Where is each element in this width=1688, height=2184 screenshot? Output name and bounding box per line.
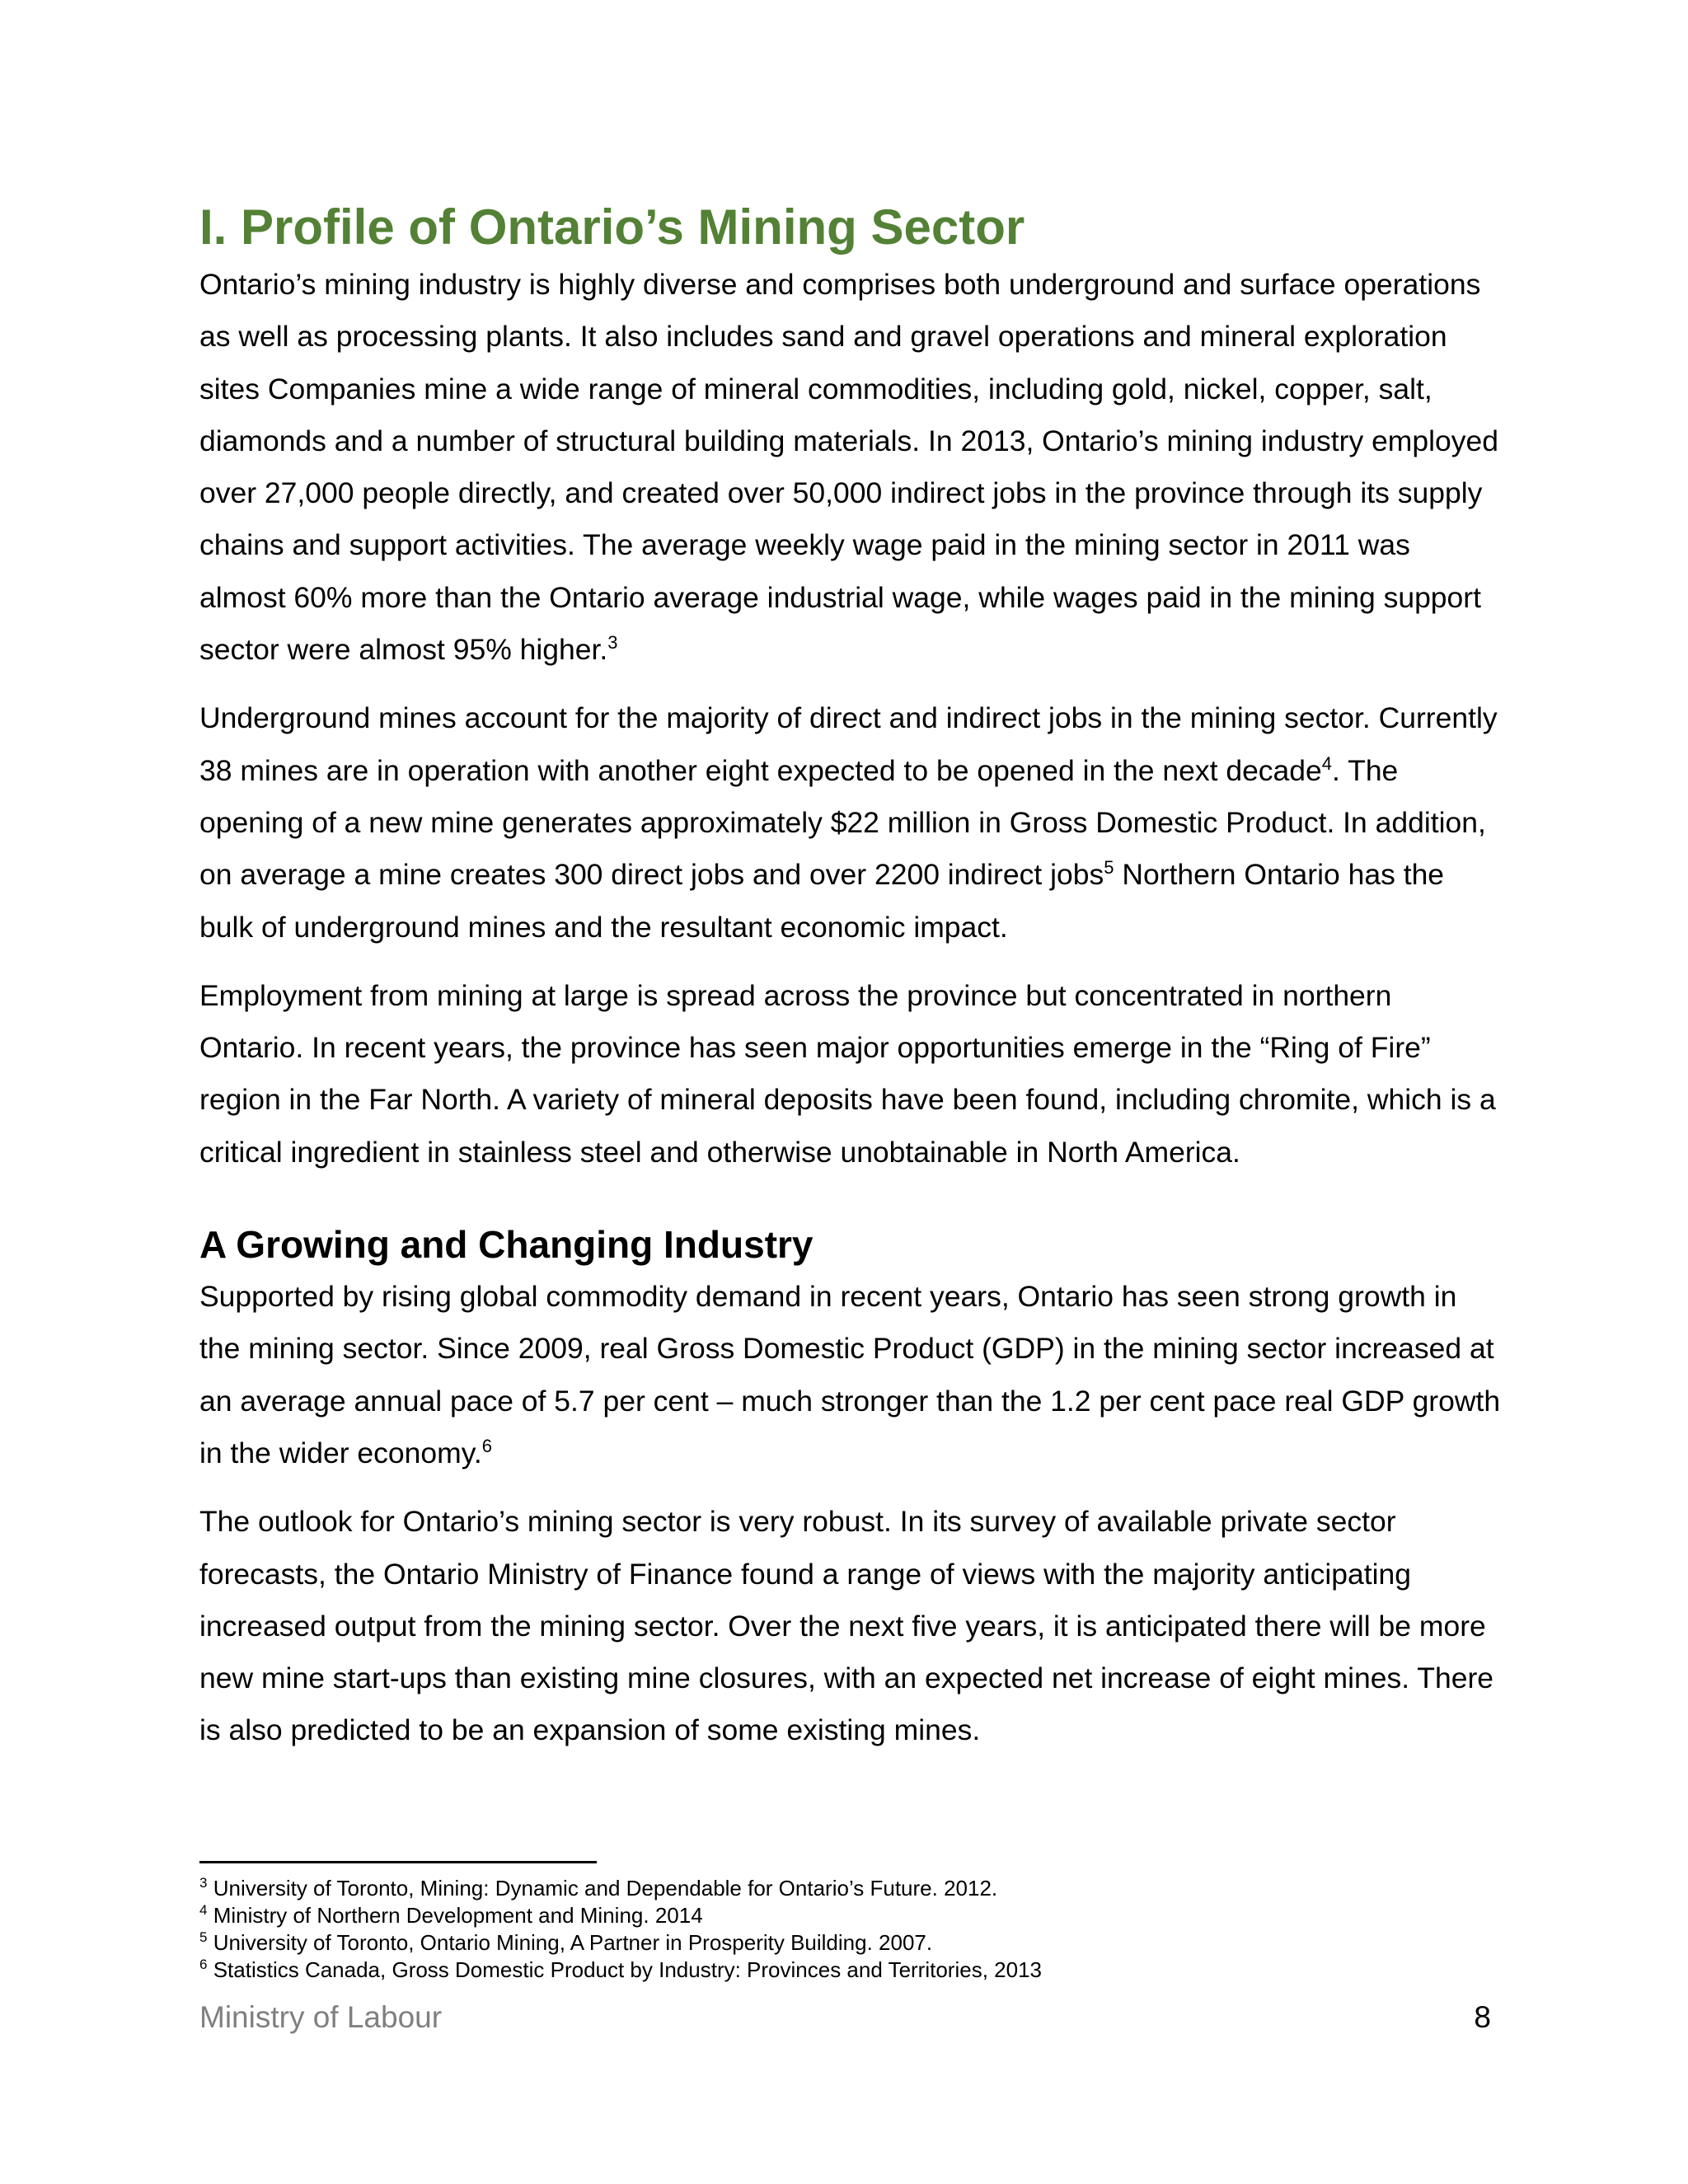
paragraph-employment: Employment from mining at large is spread across the province but concentrated in northern Ontario. In recent years, the province has seen major opportunities emerge in the “Ring of Fire” region in the Far North. A variety of mineral deposits have been found, including chromite, which is a critical ingredient in stainless steel and otherwise unobtainable in North America. bbox=[199, 978, 1496, 1169]
footnote-number: 5 bbox=[199, 1929, 208, 1945]
footnote-number: 3 bbox=[199, 1875, 208, 1891]
paragraph-text: Underground mines account for the majority of direct and indirect jobs in the mining sector. Currently 38 mines are in operation with another eight expected to be opened in the next decade bbox=[199, 701, 1498, 787]
paragraph-text: Ontario’s mining industry is highly diverse and comprises both underground and surface operations as well as processing plants. It also includes sand and gravel operations and mineral exploration sites Companies mine a wide range of mineral commodities, including gold, nickel, copper, salt, diamonds and a number of structural building materials. In 2013, Ontario’s mining industry employed over 27,000 people directly, and created over 50,000 indirect jobs in the province through its supply chains and support activities. The average weekly wage paid in the mining sector in 2011 was almost 60% more than the Ontario average industrial wage, while wages paid in the mining support sector were almost 95% higher. bbox=[199, 268, 1498, 667]
footnote-text: University of Toronto, Ontario Mining, A Partner in Prosperity Building. 2007. bbox=[207, 1930, 933, 1955]
footnote-ref-4: 4 bbox=[1321, 752, 1333, 774]
footnote-text: Ministry of Northern Development and Mining. 2014 bbox=[207, 1903, 703, 1928]
page-content bbox=[199, 196, 1502, 1757]
footnote-text: University of Toronto, Mining: Dynamic and Dependable for Ontario’s Future. 2012. bbox=[213, 1876, 998, 1900]
footnote-ref-6: 6 bbox=[481, 1435, 492, 1456]
footnote-ref-3: 3 bbox=[607, 632, 618, 654]
page-title: I. Profile of Ontario’s Mining Sector bbox=[199, 199, 1025, 255]
footnotes bbox=[199, 1875, 1502, 1984]
footnote-number: 6 bbox=[199, 1957, 208, 1972]
footnote-item bbox=[199, 1902, 1502, 1929]
footnote-item bbox=[199, 1929, 1502, 1957]
footnote-text: Statistics Canada, Gross Domestic Product by Industry: Provinces and Territories, 2013 bbox=[207, 1957, 1042, 1982]
page-number: 8 bbox=[1474, 2000, 1491, 2034]
paragraph-growth bbox=[199, 1271, 1502, 1479]
footnote-item bbox=[199, 1957, 1502, 1984]
section-heading: A Growing and Changing Industry bbox=[199, 1223, 814, 1267]
footer-organization: Ministry of Labour bbox=[199, 2000, 443, 2034]
footnote-ref-5: 5 bbox=[1104, 857, 1114, 879]
footnote-item bbox=[199, 1875, 1502, 1902]
paragraph-outlook: The outlook for Ontario’s mining sector is very robust. In its survey of available private sector forecasts, the Ontario Ministry of Finance found a range of views with the majority anticipating increased output from the mining sector. Over the next five years, it is anticipated there will be more new mine start-ups than existing mine closures, with an expected net increase of eight mines. There is also predicted to be an expansion of some existing mines. bbox=[199, 1505, 1494, 1747]
paragraph-text: Northern Ontario has the bulk of underground mines and the resultant economic impact. bbox=[199, 858, 1445, 944]
paragraph-underground-mines bbox=[199, 692, 1502, 953]
footnote-number: 4 bbox=[199, 1902, 208, 1918]
paragraph-profile bbox=[199, 259, 1502, 676]
paragraph-text: . The opening of a new mine generates approximately $22 million in Gross Domestic Product. In addition, on average a mine creates 300 direct jobs and over 2200 indirect jobs bbox=[199, 753, 1486, 892]
paragraph-text: Supported by rising global commodity demand in recent years, Ontario has seen strong growth in the mining sector. Since 2009, real Gross Domestic Product (GDP) in the mining sector increased at an average annual pace of 5.7 per cent – much stronger than the 1.2 per cent pace real GDP growth in the wider economy. bbox=[199, 1280, 1501, 1469]
footnote-separator bbox=[199, 1861, 597, 1863]
